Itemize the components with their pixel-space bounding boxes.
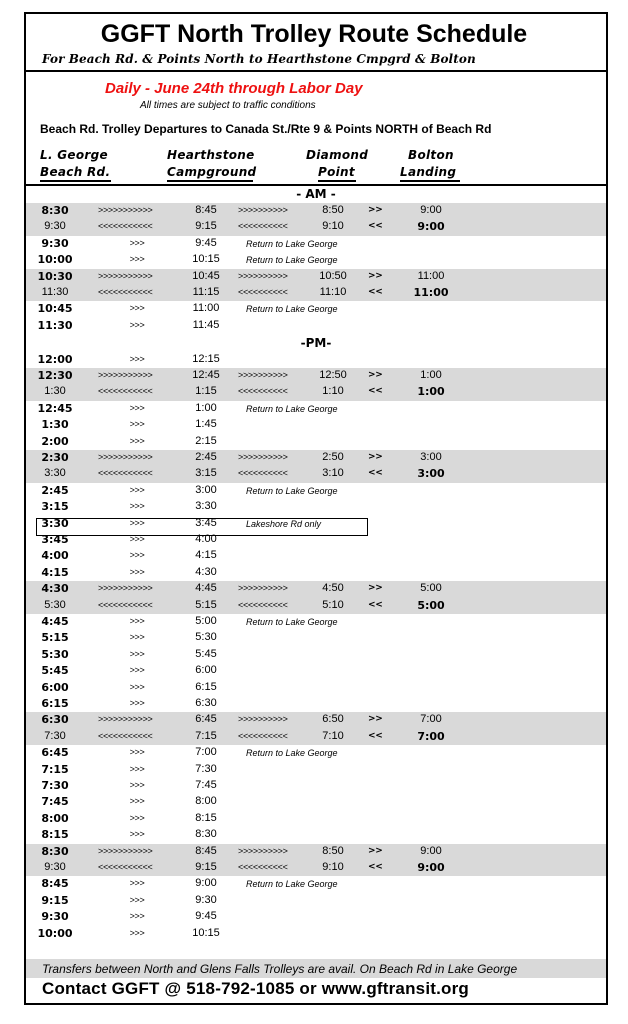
season-dates: Daily - June 24th through Labor Day xyxy=(105,80,363,97)
bolton-time: 5:00 xyxy=(420,582,442,595)
col-header-lg-1: L. George xyxy=(40,148,108,162)
table-row xyxy=(26,893,606,909)
table-row xyxy=(26,663,606,679)
table-row xyxy=(26,417,606,433)
lake-george-time: 10:30 xyxy=(37,269,73,283)
table-row xyxy=(26,581,606,597)
table-row xyxy=(26,696,606,712)
hearthstone-time: 3:15 xyxy=(195,467,217,480)
lake-george-time: 3:15 xyxy=(41,500,69,514)
arrow-right: >>> xyxy=(129,878,145,889)
hearthstone-time: 6:45 xyxy=(195,713,217,726)
page-title: GGFT North Trolley Route Schedule xyxy=(100,20,528,48)
hearthstone-time: 6:15 xyxy=(195,680,217,693)
table-row xyxy=(26,499,606,515)
arrow-left: <<<<<<<<<<< xyxy=(98,287,153,297)
table-row xyxy=(26,548,606,564)
hearthstone-time: 3:00 xyxy=(195,483,217,496)
route-note: Return to Lake George xyxy=(246,304,338,315)
hearthstone-time: 11:00 xyxy=(192,302,220,315)
arrow-right: >>> xyxy=(129,319,145,330)
arrow-left: << xyxy=(368,862,383,872)
lake-george-time: 10:00 xyxy=(37,253,73,267)
underline xyxy=(40,180,111,182)
hearthstone-time: 1:15 xyxy=(195,385,217,398)
diamond-point-time: 4:50 xyxy=(322,582,344,595)
table-row xyxy=(26,680,606,696)
lake-george-time: 2:45 xyxy=(41,483,69,497)
hearthstone-time: 8:45 xyxy=(195,204,217,216)
arrow-right: >>>>>>>>>>> xyxy=(98,714,153,725)
lake-george-time: 4:00 xyxy=(41,549,69,563)
arrow-right: >>> xyxy=(129,402,145,413)
lake-george-time: 2:30 xyxy=(41,451,69,464)
route-note: Lakeshore Rd only xyxy=(246,518,322,529)
arrow-right: >>> xyxy=(129,927,145,938)
arrow-right: >>>>>>>>>> xyxy=(238,452,288,462)
lake-george-time: 5:30 xyxy=(44,598,66,611)
table-row xyxy=(26,745,606,761)
lake-george-time: 9:30 xyxy=(44,220,66,233)
hearthstone-time: 12:15 xyxy=(192,352,220,365)
hearthstone-time: 4:30 xyxy=(195,565,217,578)
pm-section-label: -PM- xyxy=(300,336,332,351)
hearthstone-time: 8:30 xyxy=(195,828,217,841)
arrow-right: >>> xyxy=(129,763,145,774)
col-header-dp-2: Point xyxy=(318,165,355,179)
arrow-right: >>> xyxy=(129,681,145,692)
table-row xyxy=(26,401,606,417)
table-row xyxy=(26,450,606,466)
arrow-left: <<<<<<<<<< xyxy=(238,730,288,741)
table-row xyxy=(26,598,606,614)
lake-george-time: 9:15 xyxy=(41,893,69,907)
route-note: Return to Lake George xyxy=(246,485,338,496)
lake-george-time: 4:30 xyxy=(41,582,69,596)
route-note: Return to Lake George xyxy=(246,238,338,249)
hearthstone-time: 4:15 xyxy=(195,549,217,562)
lake-george-time: 8:30 xyxy=(41,844,69,858)
hearthstone-time: 5:30 xyxy=(195,631,217,644)
arrow-left: << xyxy=(368,386,383,397)
col-header-dp-1: Diamond xyxy=(306,148,369,162)
route-note: Return to Lake George xyxy=(246,879,338,890)
lake-george-time: 8:30 xyxy=(41,204,69,217)
diamond-point-time: 3:10 xyxy=(322,467,344,480)
route-note: Return to Lake George xyxy=(246,403,338,414)
hearthstone-time: 6:00 xyxy=(195,664,217,677)
am-section-label: - AM - xyxy=(296,187,336,201)
bolton-time: 3:00 xyxy=(420,451,442,463)
arrow-right: >>> xyxy=(129,484,145,495)
hearthstone-time: 11:45 xyxy=(192,318,220,331)
hearthstone-time: 4:00 xyxy=(195,533,217,545)
arrow-right: >> xyxy=(368,845,383,856)
hearthstone-time: 8:45 xyxy=(195,844,217,857)
arrow-right: >>> xyxy=(129,812,145,823)
divider xyxy=(24,70,608,72)
bolton-time: 7:00 xyxy=(420,713,442,726)
bolton-time: 11:00 xyxy=(417,269,445,282)
table-row xyxy=(26,712,606,728)
table-row xyxy=(26,384,606,400)
col-header-hc-1: Hearthstone xyxy=(167,148,255,162)
hearthstone-time: 9:30 xyxy=(195,893,217,906)
arrow-right: >>> xyxy=(129,780,145,790)
hearthstone-time: 9:15 xyxy=(195,861,217,873)
table-row xyxy=(26,729,606,745)
arrow-right: >>>>>>>>>> xyxy=(238,845,288,856)
diamond-point-time: 12:50 xyxy=(319,369,347,381)
table-row xyxy=(26,614,606,630)
table-row xyxy=(26,909,606,925)
arrow-right: >> xyxy=(368,205,383,215)
hearthstone-time: 9:00 xyxy=(195,877,217,890)
hearthstone-time: 7:45 xyxy=(195,779,217,791)
table-row xyxy=(26,269,606,285)
arrow-right: >>>>>>>>>> xyxy=(238,583,288,594)
table-row xyxy=(26,352,606,368)
table-row xyxy=(26,318,606,334)
diamond-point-time: 2:50 xyxy=(322,451,344,463)
arrow-right: >>> xyxy=(129,894,145,905)
arrow-right: >>> xyxy=(129,566,145,577)
arrow-right: >>> xyxy=(129,616,145,626)
arrow-right: >> xyxy=(368,452,383,462)
underline xyxy=(167,180,253,182)
arrow-left: <<<<<<<<<< xyxy=(238,599,288,610)
table-row xyxy=(26,762,606,778)
hearthstone-time: 8:00 xyxy=(195,795,217,808)
lake-george-time: 11:30 xyxy=(41,286,69,298)
arrow-right: >>> xyxy=(129,829,145,840)
arrow-right: >>> xyxy=(129,435,145,446)
arrow-right: >>> xyxy=(129,534,145,544)
lake-george-time: 5:45 xyxy=(41,664,69,678)
bolton-time: 9:00 xyxy=(420,204,442,216)
arrow-left: <<<<<<<<<< xyxy=(238,221,288,232)
arrow-right: >>> xyxy=(129,632,145,643)
transfers-note: Transfers between North and Glens Falls Trolleys are avail. On Beach Rd in Lake George xyxy=(42,962,518,976)
lake-george-time: 3:30 xyxy=(41,516,69,530)
col-header-bl-1: Bolton xyxy=(408,148,454,162)
table-row xyxy=(26,285,606,301)
arrow-right: >>>>>>>>>> xyxy=(238,205,288,215)
route-note: Return to Lake George xyxy=(246,617,338,627)
bolton-time: 5:00 xyxy=(417,598,445,612)
lake-george-time: 7:30 xyxy=(41,779,69,792)
arrow-right: >>> xyxy=(129,747,145,758)
hearthstone-time: 7:15 xyxy=(195,729,217,742)
diamond-point-time: 1:10 xyxy=(322,385,344,398)
arrow-left: <<<<<<<<<<< xyxy=(98,386,153,397)
bolton-time: 1:00 xyxy=(420,369,442,381)
arrow-right: >> xyxy=(368,583,383,594)
hearthstone-time: 7:00 xyxy=(195,746,217,759)
arrow-right: >>>>>>>>>>> xyxy=(98,845,153,856)
arrow-right: >>>>>>>>>> xyxy=(238,370,288,380)
hearthstone-time: 10:45 xyxy=(192,269,220,282)
lake-george-time: 9:30 xyxy=(41,910,69,924)
hearthstone-time: 9:45 xyxy=(195,910,217,923)
arrow-right: >>> xyxy=(129,550,145,561)
table-row xyxy=(26,483,606,499)
table-row xyxy=(26,368,606,384)
arrow-left: << xyxy=(368,287,383,297)
lake-george-time: 10:00 xyxy=(37,926,73,940)
table-row xyxy=(26,860,606,876)
arrow-right: >>> xyxy=(129,254,145,265)
bolton-time: 9:00 xyxy=(420,844,442,857)
arrow-left: << xyxy=(368,468,383,479)
lake-george-time: 8:15 xyxy=(41,828,69,842)
arrow-left: <<<<<<<<<<< xyxy=(98,730,153,741)
hearthstone-time: 5:45 xyxy=(195,647,217,660)
arrow-right: >>> xyxy=(129,237,145,248)
arrow-right: >>>>>>>>>>> xyxy=(98,583,153,594)
lake-george-time: 9:30 xyxy=(44,861,66,873)
lake-george-time: 7:15 xyxy=(41,762,69,776)
arrow-right: >>>>>>>>>>> xyxy=(98,270,153,281)
diamond-point-time: 6:50 xyxy=(322,713,344,726)
diamond-point-time: 9:10 xyxy=(322,861,344,873)
hearthstone-time: 8:15 xyxy=(195,811,217,824)
table-row xyxy=(26,876,606,892)
col-header-hc-2: Campground xyxy=(167,165,257,179)
lake-george-time: 1:30 xyxy=(41,418,69,432)
hearthstone-time: 2:15 xyxy=(195,434,217,447)
arrow-right: >>>>>>>>>> xyxy=(238,270,288,281)
arrow-right: >> xyxy=(368,714,383,725)
hearthstone-time: 11:15 xyxy=(192,286,220,298)
table-row xyxy=(26,794,606,810)
lake-george-time: 7:30 xyxy=(44,729,66,742)
divider xyxy=(24,184,608,186)
lake-george-time: 6:15 xyxy=(41,697,69,710)
arrow-left: <<<<<<<<<<< xyxy=(98,599,153,610)
table-row xyxy=(26,219,606,235)
table-row xyxy=(26,252,606,268)
table-row xyxy=(26,466,606,482)
arrow-left: <<<<<<<<<< xyxy=(238,386,288,397)
arrow-right: >>> xyxy=(129,419,145,430)
lake-george-time: 12:30 xyxy=(37,369,73,382)
table-row xyxy=(26,565,606,581)
table-row xyxy=(26,778,606,794)
diamond-point-time: 8:50 xyxy=(322,204,344,216)
table-row xyxy=(26,236,606,252)
arrow-left: <<<<<<<<<< xyxy=(238,862,288,872)
arrow-left: <<<<<<<<<< xyxy=(238,468,288,479)
hearthstone-time: 6:30 xyxy=(195,697,217,709)
contact-info: Contact GGFT @ 518-792-1085 or www.gftransit.org xyxy=(42,979,470,998)
hearthstone-time: 9:15 xyxy=(195,220,217,233)
underline xyxy=(400,180,460,182)
arrow-right: >>>>>>>>>> xyxy=(238,714,288,725)
table-row xyxy=(26,926,606,942)
traffic-notice: All times are subject to traffic conditions xyxy=(140,100,316,111)
arrow-right: >>> xyxy=(129,501,145,512)
arrow-right: >>> xyxy=(129,665,145,676)
hearthstone-time: 3:45 xyxy=(195,516,217,529)
arrow-right: >>> xyxy=(129,648,145,659)
lake-george-time: 4:45 xyxy=(41,615,69,628)
hearthstone-time: 9:45 xyxy=(195,236,217,249)
arrow-right: >>>>>>>>>>> xyxy=(98,205,153,215)
hearthstone-time: 7:30 xyxy=(195,762,217,775)
route-note: Return to Lake George xyxy=(246,748,338,759)
table-row xyxy=(26,434,606,450)
diamond-point-time: 7:10 xyxy=(322,729,344,742)
table-row xyxy=(26,844,606,860)
hearthstone-time: 5:00 xyxy=(195,615,217,627)
hearthstone-time: 5:15 xyxy=(195,598,217,611)
lake-george-time: 12:45 xyxy=(37,401,73,415)
hearthstone-time: 2:45 xyxy=(195,451,217,463)
arrow-right: >>> xyxy=(129,698,145,708)
diamond-point-time: 11:10 xyxy=(319,286,347,298)
table-row xyxy=(26,301,606,317)
arrow-right: >>>>>>>>>>> xyxy=(98,370,153,380)
arrow-left: <<<<<<<<<<< xyxy=(98,468,153,479)
lake-george-time: 2:00 xyxy=(41,434,69,448)
arrow-left: << xyxy=(368,221,383,232)
hearthstone-time: 1:00 xyxy=(195,401,217,414)
bolton-time: 7:00 xyxy=(417,729,445,743)
lake-george-time: 6:30 xyxy=(41,713,69,727)
lake-george-time: 6:00 xyxy=(41,680,69,694)
lake-george-time: 8:00 xyxy=(41,811,69,825)
hearthstone-time: 12:45 xyxy=(192,369,220,381)
hearthstone-time: 4:45 xyxy=(195,582,217,595)
hearthstone-time: 10:15 xyxy=(192,253,220,266)
bolton-time: 1:00 xyxy=(417,385,445,399)
arrow-left: <<<<<<<<<<< xyxy=(98,221,153,232)
bolton-time: 11:00 xyxy=(413,286,449,299)
arrow-left: << xyxy=(368,599,383,610)
diamond-point-time: 8:50 xyxy=(322,844,344,857)
diamond-point-time: 5:10 xyxy=(322,598,344,611)
lake-george-time: 6:45 xyxy=(41,746,69,760)
route-subtitle: For Beach Rd. & Points North to Hearthstone Cmpgrd & Bolton xyxy=(42,52,476,66)
diamond-point-time: 9:10 xyxy=(322,220,344,233)
diamond-point-time: 10:50 xyxy=(319,269,347,282)
route-note: Return to Lake George xyxy=(246,255,338,266)
lake-george-time: 7:45 xyxy=(41,795,69,809)
departure-description: Beach Rd. Trolley Departures to Canada St./Rte 9 & Points NORTH of Beach Rd xyxy=(40,122,492,136)
table-row xyxy=(26,203,606,219)
lake-george-time: 3:45 xyxy=(41,533,69,546)
col-header-lg-2: Beach Rd. xyxy=(40,165,111,179)
lake-george-time: 5:30 xyxy=(41,647,69,661)
arrow-right: >>> xyxy=(129,353,145,364)
bolton-time: 9:00 xyxy=(417,220,445,234)
lake-george-time: 12:00 xyxy=(37,352,73,366)
lake-george-time: 9:30 xyxy=(41,236,69,250)
lake-george-time: 1:30 xyxy=(44,385,66,398)
arrow-right: >>> xyxy=(129,911,145,922)
lake-george-time: 3:30 xyxy=(44,467,66,480)
lake-george-time: 11:30 xyxy=(37,318,73,332)
table-row xyxy=(26,811,606,827)
arrow-right: >>> xyxy=(129,796,145,807)
arrow-right: >> xyxy=(368,270,383,281)
lake-george-time: 10:45 xyxy=(37,302,73,316)
lake-george-time: 8:45 xyxy=(41,877,69,891)
col-header-bl-2: Landing xyxy=(400,165,457,179)
hearthstone-time: 1:45 xyxy=(195,418,217,431)
table-row xyxy=(26,647,606,663)
hearthstone-time: 3:30 xyxy=(195,500,217,513)
arrow-left: << xyxy=(368,730,383,741)
bolton-time: 9:00 xyxy=(417,861,445,874)
underline xyxy=(318,180,356,182)
arrow-right: >>> xyxy=(129,303,145,314)
arrow-left: <<<<<<<<<<< xyxy=(98,862,153,872)
arrow-right: >>> xyxy=(129,517,145,528)
lake-george-time: 4:15 xyxy=(41,565,69,579)
arrow-right: >> xyxy=(368,370,383,380)
lake-george-time: 5:15 xyxy=(41,631,69,645)
arrow-left: <<<<<<<<<< xyxy=(238,287,288,297)
table-row xyxy=(26,827,606,843)
lakeshore-highlight-box xyxy=(36,518,368,536)
table-row xyxy=(26,630,606,646)
bolton-time: 3:00 xyxy=(417,467,445,481)
hearthstone-time: 10:15 xyxy=(192,926,220,939)
arrow-right: >>>>>>>>>>> xyxy=(98,452,153,462)
